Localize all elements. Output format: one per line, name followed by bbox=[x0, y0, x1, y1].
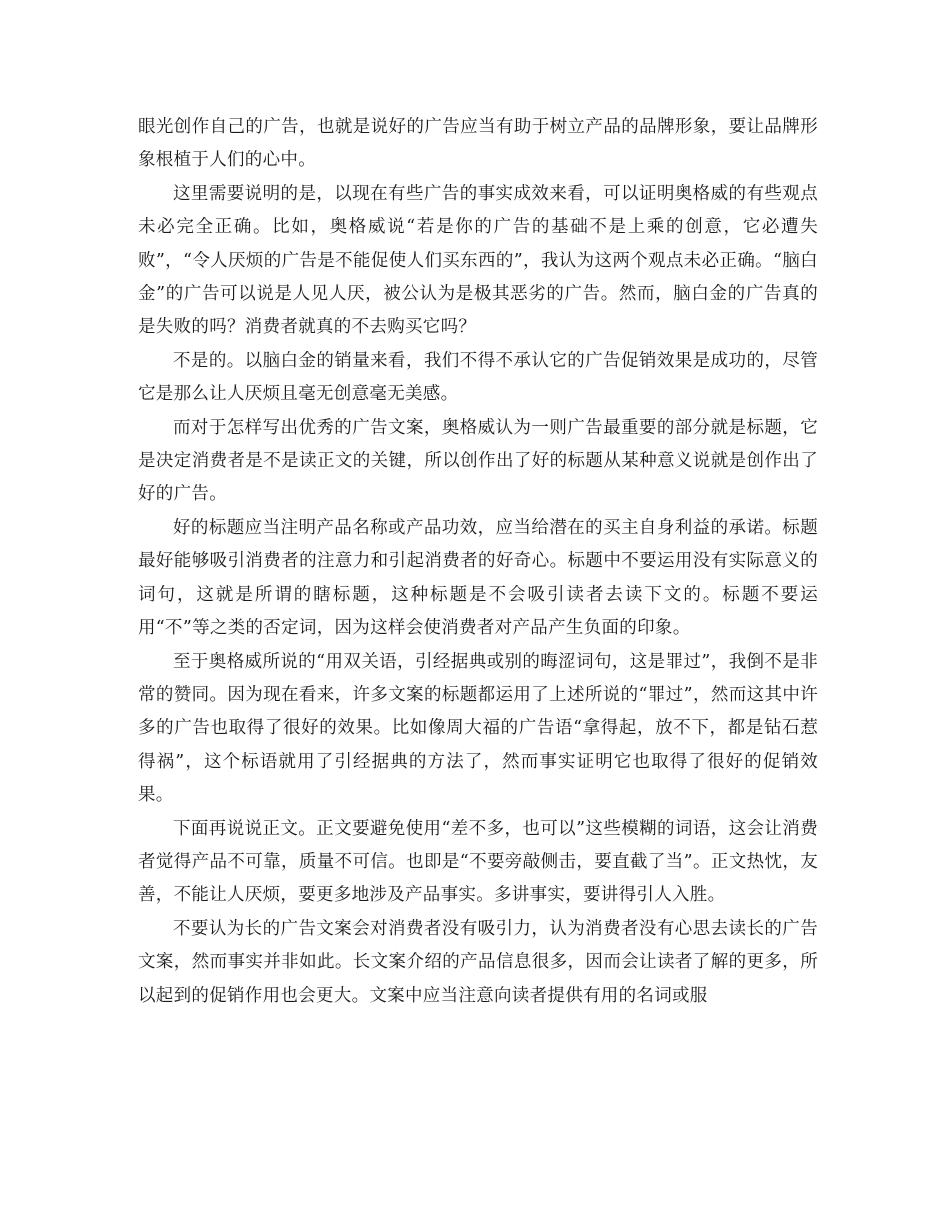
document-body bbox=[138, 111, 818, 1013]
paragraph: 下面再说说正文。正文要避免使用“差不多，也可以”这些模糊的词语，这会让消费者觉得产品不可靠，质量不可信。也即是“不要旁敲侧击，要直截了当”。正文热忱，友善，不能让人厌烦，要更多地涉及产品事实。多讲事实，要讲得引人入胜。 bbox=[138, 818, 818, 906]
paragraph: 好的标题应当注明产品名称或产品功效，应当给潜在的买主自身利益的承诺。标题最好能够吸引消费者的注意力和引起消费者的好奇心。标题中不要运用没有实际意义的词句，这就是所谓的瞎标题，这种标题是不会吸引读者去读下文的。标题不要运用“不”等之类的否定词，因为这样会使消费者对产品产生负面的印象。 bbox=[138, 517, 818, 639]
paragraph: 这里需要说明的是，以现在有些广告的事实成效来看，可以证明奥格威的有些观点未必完全正确。比如，奥格威说“若是你的广告的基础不是上乘的创意，它必遭失败”，“令人厌烦的广告是不能促使人们买东西的”，我认为这两个观点未必正确。“脑白金”的广告可以说是人见人厌，被公认为是极其恶劣的广告。然而，脑白金的广告真的是失败的吗？消费者就真的不去购买它吗？ bbox=[138, 183, 818, 338]
paragraph: 不要认为长的广告文案会对消费者没有吸引力，认为消费者没有心思去读长的广告文案，然而事实并非如此。长文案介绍的产品信息很多，因而会让读者了解的更多，所以起到的促销作用也会更大。文案中应当注意向读者提供有用的名词或服 bbox=[138, 918, 818, 1006]
paragraph: 至于奥格威所说的“用双关语，引经据典或别的晦涩词句，这是罪过”，我倒不是非常的赞同。因为现在看来，许多文案的标题都运用了上述所说的“罪过”，然而这其中许多的广告也取得了很好的效果。比如像周大福的广告语“拿得起，放不下，都是钻石惹得祸”，这个标语就用了引经据典的方法了，然而事实证明它也取得了很好的促销效果。 bbox=[138, 651, 818, 806]
paragraph-continuation: 眼光创作自己的广告，也就是说好的广告应当有助于树立产品的品牌形象，要让品牌形象根植于人们的心中。 bbox=[138, 117, 818, 171]
paragraph: 不是的。以脑白金的销量来看，我们不得不承认它的广告促销效果是成功的，尽管它是那么让人厌烦且毫无创意毫无美感。 bbox=[138, 350, 818, 405]
paragraph: 而对于怎样写出优秀的广告文案，奥格威认为一则广告最重要的部分就是标题，它是决定消费者是不是读正文的关键，所以创作出了好的标题从某种意义说就是创作出了好的广告。 bbox=[138, 417, 818, 505]
